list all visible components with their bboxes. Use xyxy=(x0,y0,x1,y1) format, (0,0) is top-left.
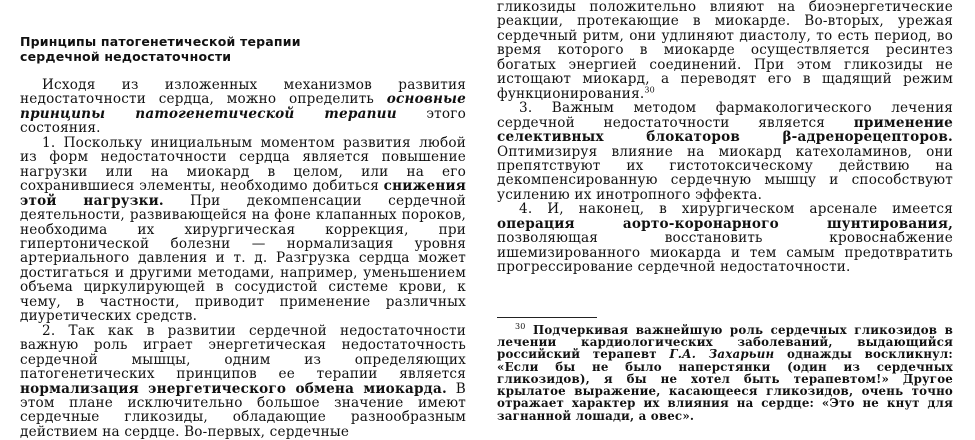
principle-4-paragraph xyxy=(497,202,953,274)
principle-3-paragraph xyxy=(497,101,953,202)
footnote-divider xyxy=(497,317,597,318)
footnote-author: Г.А. Захарьин xyxy=(669,347,775,362)
principle-1-text-end: При декомпенсации сердечной деятельности, развивающейся на фоне клапанных пороков, необходима их хирургическая коррекция, при гипертонической болезни — нормализация уровня артериального давления и т. д. Разгрузка сердца может достигаться и другими методами, например, уменьшением объема циркулирующей в сосудистой системе крови, к чему, в частности, приводит применение различных диуретических средств. xyxy=(20,192,466,325)
principle-2-text-end: В этом плане исключительно большое значение имеют сердечные гликозиды, обладающие разнообразным действием на сердце. Во-первых, сердечные xyxy=(20,380,466,440)
glycosides-text: гликозиды положительно влияют на биоэнергетические реакции, протекающие в миокарде. Во-вторых, урежая сердечный ритм, они удлиняют диастолу, то есть период, во время которого в миокарде осуществляется ресинтез богатых энергией соединений. При этом гликозиды не истощают миокард, а переводят его в щадящий режим функционирования. xyxy=(497,0,953,102)
heading-line-2: сердечной недостаточности xyxy=(20,49,232,64)
principle-1-paragraph xyxy=(20,136,466,324)
glycosides-paragraph xyxy=(497,0,953,101)
intro-paragraph xyxy=(20,78,466,136)
principle-4-text: 4. И, наконец, в хирургическом арсенале имеется xyxy=(519,201,953,218)
footnote-reference: 30 xyxy=(644,85,655,95)
footnote-text-end: однажды воскликнул: «Если бы не было наперстянки (один из сердечных гликозидов), я бы не хотел быть терапевтом!» Другое крылатое выражение, касающееся гликозидов, очень точно отражает характер их влияния на сердце: «Это не кнут для загнанной лошади, а овес». xyxy=(497,347,953,423)
intro-text: Исходя из изложенных механизмов развития недостаточности сердца, можно определить xyxy=(20,77,466,108)
intro-emphasis: основные принципы патогенетической терапии xyxy=(20,91,466,122)
principle-4-text-end: позволяющая восстановить кровоснабжение ишемизированного миокарда и тем самым предотвратить прогрессирование сердечной недостаточности. xyxy=(497,230,953,276)
section-heading xyxy=(20,34,466,64)
intro-text-end: этого состояния. xyxy=(20,105,466,137)
footnote-number: 30 xyxy=(515,321,526,331)
principle-2-text: 2. Так как в развитии сердечной недостаточности важную роль играет энергетическая недостаточность сердечной мышцы, одним из определяющих патогенетических принципов ее терапии является xyxy=(20,322,466,383)
left-column xyxy=(20,0,466,439)
principle-3-emphasis: применение селективных блокаторов β-адренорецепторов. xyxy=(497,114,953,146)
heading-line-1: Принципы патогенетической терапии xyxy=(20,34,301,49)
principle-3-text-end: Оптимизируя влияние на миокард катехоламинов, они препятствуют их гистотоксическому действию на декомпенсированную сердечную мышцу и способствуют усилению их инотропного эффекта. xyxy=(497,143,953,203)
principle-1-emphasis: снижения этой нагрузки. xyxy=(20,178,466,209)
footnote-text: Подчеркивая важнейшую роль сердечных гликозидов в лечении кардиологических заболеваний, выдающийся российский терапевт xyxy=(497,322,953,362)
principle-3-text: 3. Важным методом фармакологического лечения сердечной недостаточности является xyxy=(497,100,953,131)
footnote xyxy=(497,321,953,423)
principle-4-emphasis: операция аорто-коронарного шунтирования, xyxy=(497,215,953,232)
principle-1-text: 1. Поскольку инициальным моментом развития любой из форм недостаточности сердца является повышение нагрузки или на миокард в целом, или на его сохранившиеся элементы, необходимо добиться xyxy=(20,134,466,195)
principle-2-emphasis: нормализация энергетического обмена миокарда. xyxy=(20,380,447,397)
right-column xyxy=(497,0,953,422)
